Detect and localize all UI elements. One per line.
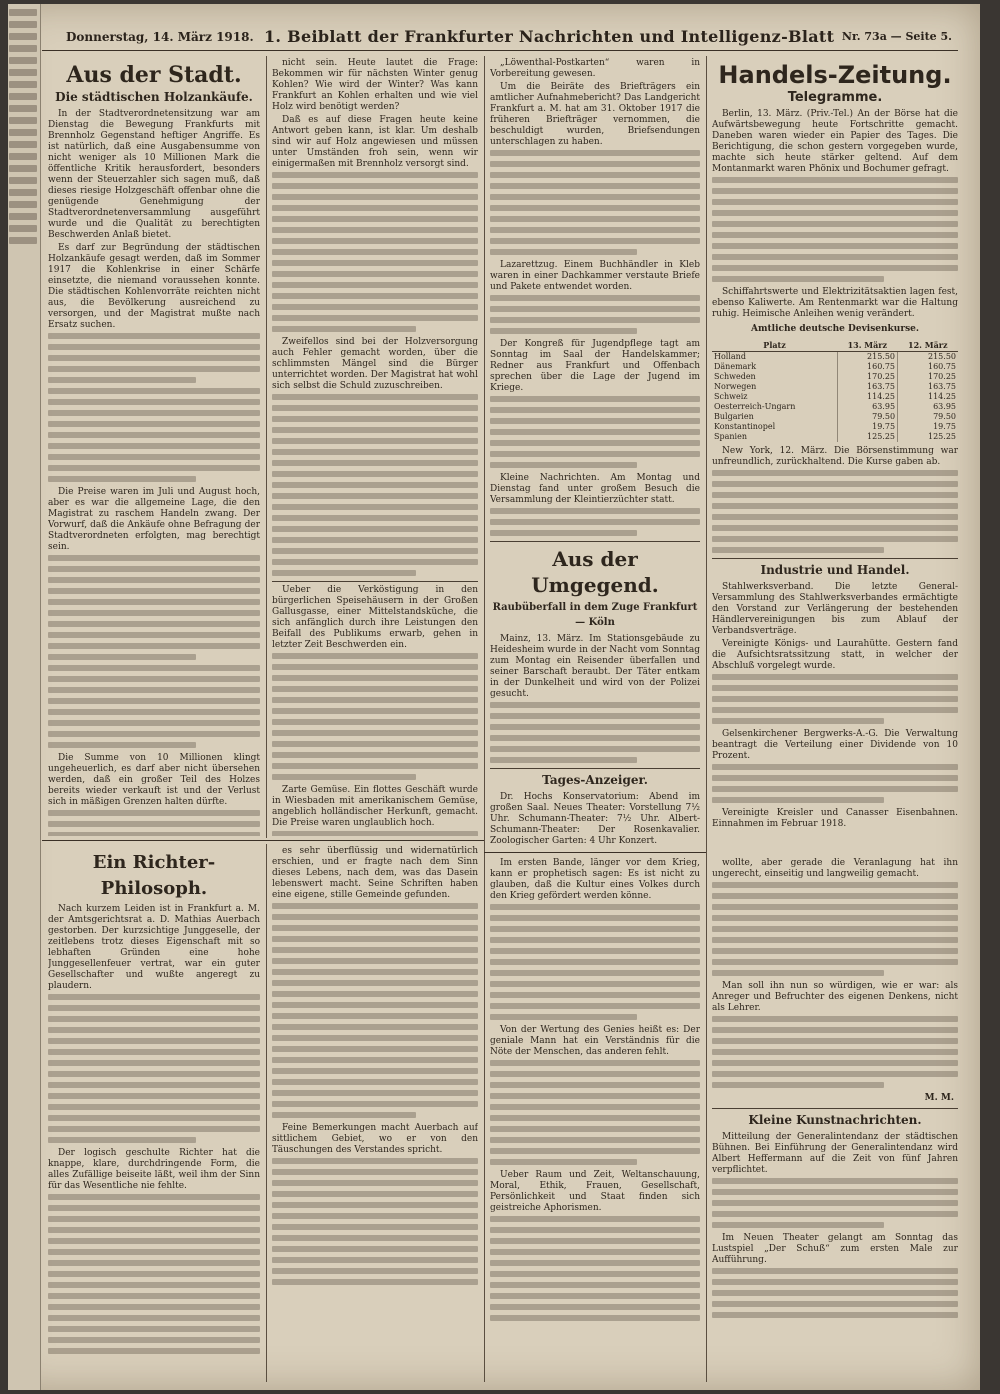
paragraph: Berlin, 13. März. (Priv.-Tel.) An der Börse hat die Aufwärtsbewegung heute Fortschritte gemacht. Daneben waren wieder ein Papier des Tages. Die Berichtigung, die schon gestern vorgegeben wurde, machte sich heute stärker geltend. Auf dem Montanmarkt waren Phönix und Bochumer gefragt. xyxy=(712,109,958,174)
text-block xyxy=(272,172,478,332)
rate-cell: 114.25 xyxy=(837,392,897,402)
paragraph: Lazarettzug. Einem Buchhändler in Kleb waren in einer Dachkammer verstaute Briefe und Pakete entwendet worden. xyxy=(490,260,700,292)
article-richter-philosoph xyxy=(48,846,260,1382)
text-block xyxy=(490,396,700,468)
table-header-row xyxy=(712,339,958,352)
text-block xyxy=(272,394,478,576)
page-number: Nr. 73a — Seite 5. xyxy=(841,30,952,43)
article-richter-continuation xyxy=(272,846,478,1382)
text-block xyxy=(712,882,958,976)
paragraph: Vereinigte Kreisler und Canasser Eisenbahnen. Einnahmen im Februar 1918. xyxy=(712,808,958,829)
masthead xyxy=(42,24,958,51)
divider xyxy=(712,1108,958,1109)
paragraph: Schiffahrtswerte und Elektrizitätsaktien lagen fest, ebenso Kaliwerte. Am Rentenmarkt war die Haltung ruhig. Heimische Anleihen wenig verändert. xyxy=(712,287,958,319)
text-block xyxy=(272,653,478,780)
rate-cell: 163.75 xyxy=(837,382,897,392)
text-block xyxy=(712,764,958,803)
paragraph: Im Neuen Theater gelangt am Sonntag das Lustspiel „Der Schuß“ zum ersten Male zur Aufführung. xyxy=(712,1233,958,1265)
divider xyxy=(272,581,478,582)
paragraph: Mitteilung der Generalintendanz der städtischen Bühnen. Bei Einführung der Generalintendanz wird Albert Heffermann auf die Zeit von fünf Jahren verpflichtet. xyxy=(712,1132,958,1175)
paragraph: Vereinigte Königs- und Laurahütte. Gestern fand die Aufsichtsratssitzung statt, in welcher der Abschluß vorgelegt wurde. xyxy=(712,639,958,671)
text-block xyxy=(48,1194,260,1354)
text-block xyxy=(490,150,700,255)
table-row xyxy=(712,432,958,442)
devisenkurse-table xyxy=(712,339,958,442)
paragraph: Um die Beiräte des Briefträgers ein amtlicher Aufnahmebericht? Das Landgericht Frankfurt a. M. hat am 31. Oktober 1917 die früheren Briefträger vernommen, die beschuldigt wurden, Briefsendungen unterschlagen zu haben. xyxy=(490,82,700,147)
paragraph: Man soll ihn nun so würdigen, wie er war: als Anreger und Befruchter des eigenen Denkens, nicht als Lehrer. xyxy=(712,981,958,1013)
text-block xyxy=(712,470,958,553)
section-heading: Aus der Umgegend. xyxy=(531,547,659,597)
paragraph: Mainz, 13. März. Im Stationsgebäude zu Heidesheim wurde in der Nacht vom Sonntag zum Montag ein Reisender überfallen und seiner Barschaft beraubt. Der Täter entkam in der Dunkelheit und wird von der Polizei gesucht. xyxy=(490,634,700,699)
article-aus-der-stadt xyxy=(48,58,260,836)
currency-place-cell: Oesterreich-Ungarn xyxy=(714,402,796,411)
currency-place-cell: Dänemark xyxy=(714,362,757,371)
text-block xyxy=(490,702,700,763)
article-subheading: Telegramme. xyxy=(787,90,883,105)
currency-place-cell: Spanien xyxy=(714,432,747,441)
table-row xyxy=(712,402,958,412)
paragraph: Zarte Gemüse. Ein flottes Geschäft wurde in Wiesbaden mit amerikanischem Gemüse, angeblich holländischer Herkunft, gemacht. Die Preise waren unglaublich hoch. xyxy=(272,785,478,828)
rate-cell: 160.75 xyxy=(837,362,897,372)
table-row xyxy=(712,412,958,422)
text-block xyxy=(490,1216,700,1321)
column-header: 12. März xyxy=(898,339,958,352)
rate-cell: 79.50 xyxy=(898,412,958,422)
column-rule xyxy=(706,56,707,1382)
column-rule xyxy=(266,844,267,1382)
paragraph: nicht sein. Heute lautet die Frage: Bekommen wir für nächsten Winter genug Kohlen? Wie wird der Winter? Was kann Frankfurt an Kohlen erhalten und wie viel Holz wird benötigt werden? xyxy=(272,58,478,112)
article-middle-column xyxy=(490,58,700,848)
currency-place-cell: Holland xyxy=(714,352,746,361)
text-block xyxy=(272,831,478,836)
paragraph: In der Stadtverordnetensitzung war am Dienstag die Bewegung Frankfurts mit Brennholz Gegenstand heftiger Angriffe. Es ist natürlich, daß eine Ausgabensumme von nicht weniger als 10 Millionen Mark die öffentliche Kritik herausfordert, besonders wenn der Steuerzahler sich sagen muß, daß dieses riesige Holzgeschäft offenbar ohne die genügende Genehmigung der Stadtverordnetenversammlung ausgeführt wurde und die Qualität zu berechtigten Beschwerden Anlaß bietet. xyxy=(48,109,260,240)
author-signature: M. M. xyxy=(924,1093,954,1103)
rate-cell: 63.95 xyxy=(898,402,958,412)
currency-place-cell: Schweden xyxy=(714,372,756,381)
table-row xyxy=(712,422,958,432)
text-block xyxy=(48,333,260,482)
table-row xyxy=(712,382,958,392)
article-subheading: Die städtischen Holzankäufe. xyxy=(55,90,253,104)
section-heading: Industrie und Handel. xyxy=(760,563,910,577)
section-heading: Ein Richter-Philosoph. xyxy=(92,852,216,899)
table-row xyxy=(712,362,958,372)
rate-cell: 125.25 xyxy=(837,432,897,442)
paragraph: Daß es auf diese Fragen heute keine Antwort geben kann, ist klar. Um deshalb sind wir auf Holz angewiesen und müssen unter Umständen froh sein, wenn wir einigermaßen mit Brennholz versorgt sind. xyxy=(272,115,478,169)
section-rule xyxy=(42,840,484,841)
table-row xyxy=(712,372,958,382)
text-block xyxy=(490,295,700,334)
section-rule xyxy=(484,852,706,853)
rate-cell: 19.75 xyxy=(898,422,958,432)
divider xyxy=(490,541,700,542)
paragraph: wollte, aber gerade die Veranlagung hat ihn ungerecht, einseitig und langweilig gemacht. xyxy=(712,858,958,879)
text-block xyxy=(48,994,260,1143)
text-block xyxy=(272,903,478,1118)
column-rule xyxy=(266,56,267,838)
rate-cell: 125.25 xyxy=(898,432,958,442)
paragraph: Ueber Raum und Zeit, Weltanschauung, Moral, Ethik, Frauen, Gesellschaft, Persönlichkeit und Staat finden sich geistreiche Aphorismen. xyxy=(490,1170,700,1213)
rate-cell: 215.50 xyxy=(898,352,958,363)
section-heading: Tages-Anzeiger. xyxy=(542,773,648,787)
text-block xyxy=(490,904,700,1020)
rate-cell: 114.25 xyxy=(898,392,958,402)
article-handels-zeitung xyxy=(712,58,958,848)
rate-cell: 79.50 xyxy=(837,412,897,422)
text-block xyxy=(712,177,958,282)
text-block xyxy=(490,508,700,536)
rate-cell: 163.75 xyxy=(898,382,958,392)
paragraph: es sehr überflüssig und widernatürlich erschien, und er fragte nach dem Sinn dieses Lebens, nach dem, was das Dasein lebenswert macht. Seine Schriften haben eine eigene, stille Gemeinde gefunden. xyxy=(272,846,478,900)
paragraph: Kleine Nachrichten. Am Montag und Dienstag fand unter großem Besuch die Versammlung der Kleintierzüchter statt. xyxy=(490,473,700,505)
column-header: Platz xyxy=(712,339,837,352)
currency-place-cell: Bulgarien xyxy=(714,412,754,421)
paragraph: Dr. Hochs Konservatorium: Abend im großen Saal. Neues Theater: Vorstellung 7½ Uhr. Schumann-Theater: 7½ Uhr. Albert-Schumann-Theater: Der Rosenkavalier. Zoologischer Garten: 4 Uhr Konzert. xyxy=(490,792,700,846)
divider xyxy=(712,558,958,559)
section-heading: Handels-Zeitung. xyxy=(718,61,952,89)
table-row xyxy=(712,352,958,363)
paragraph: Es darf zur Begründung der städtischen Holzankäufe gesagt werden, daß im Sommer 1917 die Kohlenkrise in einer Schärfe einsetzte, die niemand voraussehen konnte. Die städtischen Kohlenvorräte reichten nicht aus, die Bevölkerung ausreichend zu versorgen, und der Magistrat mußte nach Ersatz suchen. xyxy=(48,243,260,330)
column-header: 13. März xyxy=(837,339,897,352)
article-richter-end-and-kunst xyxy=(712,858,958,1382)
paragraph: Von der Wertung des Genies heißt es: Der geniale Mann hat ein Verständnis für die Nöte der Menschen, das anderen fehlt. xyxy=(490,1025,700,1057)
paragraph: Stahlwerksverband. Die letzte General-Versammlung des Stahlwerksverbandes ermächtigte den Vorstand zur Verlängerung der bestehenden Händlervereinigungen bis zum Ablauf der Verbandsverträge. xyxy=(712,582,958,636)
paragraph: New York, 12. März. Die Börsenstimmung war unfreundlich, zurückhaltend. Die Kurse gaben ab. xyxy=(712,446,958,467)
newspaper-page xyxy=(8,4,980,1390)
paragraph: Der logisch geschulte Richter hat die knappe, klare, durchdringende Form, die alles Zufällige beiseite läßt, weil ihm der Sinn für das Wesentliche nie fehlte. xyxy=(48,1148,260,1191)
column-rule xyxy=(484,56,485,1382)
text-block xyxy=(272,1158,478,1285)
section-heading: Aus der Stadt. xyxy=(66,62,242,88)
text-block xyxy=(712,1016,958,1088)
text-block xyxy=(48,555,260,748)
paragraph: Feine Bemerkungen macht Auerbach auf sittlichem Gebiet, wo er von den Täuschungen des Verstandes spricht. xyxy=(272,1123,478,1155)
rate-cell: 160.75 xyxy=(898,362,958,372)
currency-place-cell: Norwegen xyxy=(714,382,757,391)
rate-cell: 63.95 xyxy=(837,402,897,412)
paragraph: Ueber die Verköstigung in den bürgerlichen Speisehäusern in der Großen Gallusgasse, einer Mittelstandsküche, die sich anfänglich durch ihre Leistungen den Beifall des Publikums erwarb, gehen in letzter Zeit Beschwerden ein. xyxy=(272,585,478,650)
supplement-title: 1. Beiblatt der Frankfurter Nachrichten und Intelligenz-Blatt xyxy=(264,27,835,46)
rate-cell: 215.50 xyxy=(837,352,897,363)
paragraph: Nach kurzem Leiden ist in Frankfurt a. M. der Amtsgerichtsrat a. D. Mathias Auerbach gestorben. Der kurzsichtige Junggeselle, der zeitlebens trotz dieses Eigenschaft mit so lebhaften Gründen eine hohe Junggesellenfeuer vertrat, war ein guter Gesellschafter und wußte angeregt zu plaudern. xyxy=(48,904,260,991)
paragraph: Zweifellos sind bei der Holzversorgung auch Fehler gemacht worden, über die schlimmsten Mängel sind die Bürger unterrichtet worden. Der Magistrat hat wohl sich selbst die Schuld zuzuschreiben. xyxy=(272,337,478,391)
section-heading: Kleine Kunstnachrichten. xyxy=(748,1113,922,1127)
currency-place-cell: Schweiz xyxy=(714,392,748,401)
paragraph: Die Summe von 10 Millionen klingt ungeheuerlich, es darf aber nicht übersehen werden, daß ein großer Teil des Holzes bereits wieder verkauft ist und der Verlust sich in mäßigen Grenzen halten dürfte. xyxy=(48,753,260,807)
issue-date: Donnerstag, 14. März 1918. xyxy=(66,30,254,44)
rate-cell: 19.75 xyxy=(837,422,897,432)
article-richter-continuation-2 xyxy=(490,858,700,1382)
text-block xyxy=(490,1060,700,1165)
paragraph: „Löwenthal-Postkarten“ waren in Vorbereitung gewesen. xyxy=(490,58,700,79)
paragraph: Im ersten Bande, länger vor dem Krieg, kann er prophetisch sagen: Es ist nicht zu glauben, daß die Kultur eines Volkes durch den Krieg gefördert werden könne. xyxy=(490,858,700,901)
divider xyxy=(490,768,700,769)
rate-cell: 170.25 xyxy=(837,372,897,382)
paragraph: Die Preise waren im Juli und August hoch, aber es war die allgemeine Lage, die den Magistrat zu raschem Handeln zwang. Der Vorwurf, daß die Ankäufe ohne Befragung der Stadtverordneten erfolgten, mag berechtigt sein. xyxy=(48,487,260,552)
table-heading: Amtliche deutsche Devisenkurse. xyxy=(750,324,920,334)
currency-place-cell: Konstantinopel xyxy=(714,422,776,431)
rate-cell: 170.25 xyxy=(898,372,958,382)
text-block xyxy=(712,1268,958,1318)
table-row xyxy=(712,392,958,402)
paragraph: Der Kongreß für Jugendpflege tagt am Sonntag im Saal der Handelskammer; Redner aus Frankfurt und Offenbach sprechen über die Lage der Jugend im Kriege. xyxy=(490,339,700,393)
article-subheading: Raubüberfall in dem Zuge Frankfurt — Köln xyxy=(492,602,698,628)
text-block xyxy=(48,810,260,836)
adjacent-page-edge xyxy=(8,4,41,1390)
text-block xyxy=(712,674,958,724)
article-continuation xyxy=(272,58,478,836)
paragraph: Gelsenkirchener Bergwerks-A.-G. Die Verwaltung beantragt die Verteilung einer Dividende von 10 Prozent. xyxy=(712,729,958,761)
text-block xyxy=(712,1178,958,1228)
